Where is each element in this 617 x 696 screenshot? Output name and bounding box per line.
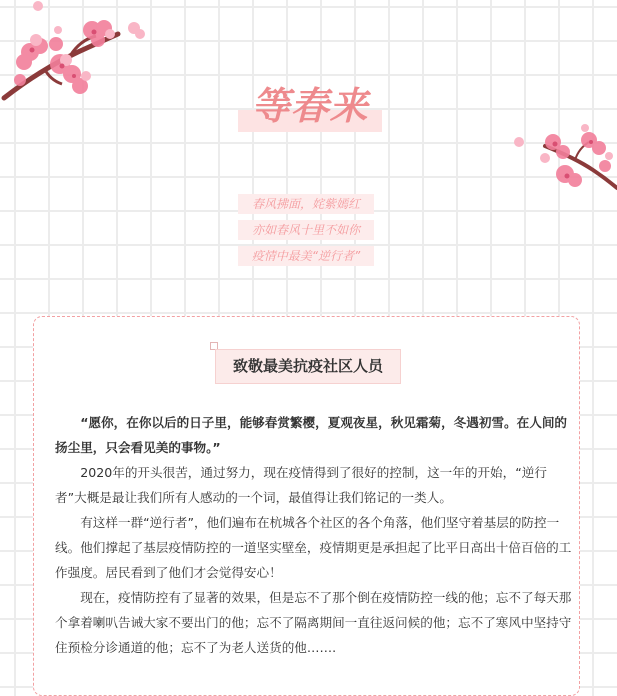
article-paragraph: 2020年的开头很苦，通过努力，现在疫情得到了很好的控制，这一年的开始，“逆行者”大概是最让我们所有人感动的一个词，最值得让我们铭记的一类人。 bbox=[55, 465, 547, 505]
poem-line-3: 疫情中最美“逆行者” bbox=[238, 246, 374, 266]
page-title: 等春来 bbox=[238, 80, 382, 132]
article-paragraph: “愿你，在你以后的日子里，能够春赏繁樱，夏观夜星，秋见霜菊，冬遇初雪。在人间的扬尘里，只会看见美的事物。” bbox=[55, 415, 568, 455]
article-body bbox=[55, 410, 577, 660]
cherry-blossom-branch-left-icon bbox=[0, 0, 160, 110]
card-heading: 致敬最美抗疫社区人员 bbox=[215, 349, 401, 384]
article-paragraph: 现在，疫情防控有了显著的效果，但是忘不了那个倒在疫情防控一线的他；忘不了每天那个拿着喇叭告诫大家不要出门的他；忘不了隔离期间一直往返问候的他；忘不了寒风中坚持守住预检分诊通道的他；忘不了为老人送货的他……. bbox=[55, 590, 572, 655]
article-paragraph: 有这样一群“逆行者”，他们遍布在杭城各个社区的各个角落，他们坚守着基层的防控一线。他们撑起了基层疫情防控的一道坚实壁垒，疫情期更是承担起了比平日高出十倍百倍的工作强度。居民看到了他们才会觉得安心！ bbox=[55, 515, 572, 580]
cherry-blossom-branch-right-icon bbox=[505, 118, 617, 198]
poem-line-1: 春风拂面，姹紫嫣红 bbox=[238, 194, 374, 214]
poem-line-2: 亦如春风十里不如你 bbox=[238, 220, 374, 240]
